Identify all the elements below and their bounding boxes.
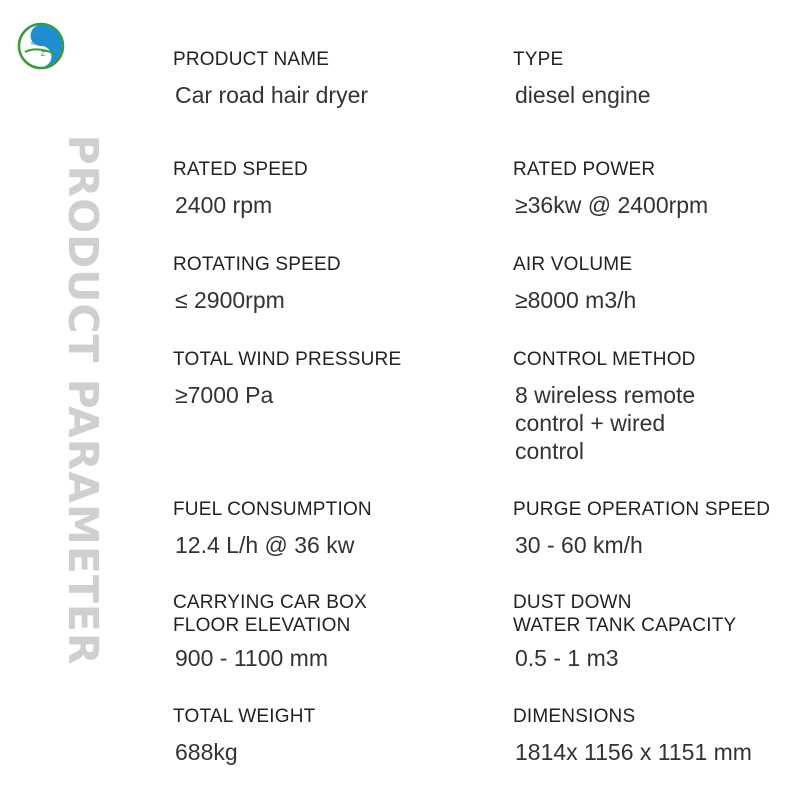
param-label: RATED POWER [513,159,656,180]
param-rated-power [513,158,800,219]
param-value: 12.4 L/h @ 36 kw [175,532,355,558]
param-value: 8 wireless remote control + wired control [515,382,696,464]
side-title: PRODUCT PARAMETER [59,134,107,666]
param-fuel-consumption [173,498,463,559]
param-label: ROTATING SPEED [173,254,341,275]
svg-text:Z: Z [40,50,46,58]
param-label: CONTROL METHOD [513,349,696,370]
param-value: 1814x 1156 x 1151 mm [515,739,752,765]
param-control-method [513,348,800,465]
param-product-name [173,48,463,109]
param-value: ≥7000 Pa [175,382,274,408]
param-label: AIR VOLUME [513,254,633,275]
param-value: ≤ 2900rpm [175,287,285,313]
param-value: diesel engine [515,82,651,108]
logo-text: 鑫智合 [30,38,52,46]
param-label: PRODUCT NAME [173,49,330,70]
param-label: TYPE [513,49,564,70]
logo-emblem-icon [17,22,65,70]
param-value: 2400 rpm [175,192,273,218]
param-purge-operation-speed [513,498,800,559]
param-type [513,48,800,109]
param-label: PURGE OPERATION SPEED [513,499,771,520]
param-label: TOTAL WEIGHT [173,706,316,727]
param-floor-elevation [173,591,463,672]
param-label: FUEL CONSUMPTION [173,499,372,520]
param-value: 900 - 1100 mm [175,645,328,671]
param-total-wind-pressure [173,348,463,409]
param-value: ≥8000 m3/h [515,287,637,313]
param-value: Car road hair dryer [175,82,369,108]
param-value: ≥36kw @ 2400rpm [515,192,709,218]
param-air-volume [513,253,800,314]
param-value: 30 - 60 km/h [515,532,643,558]
param-total-weight [173,705,463,766]
param-value: 688kg [175,739,238,765]
param-label: DIMENSIONS [513,706,636,727]
param-rated-speed [173,158,463,219]
param-rotating-speed [173,253,463,314]
param-label: CARRYING CAR BOX FLOOR ELEVATION [173,592,367,636]
param-label: DUST DOWN WATER TANK CAPACITY [513,592,737,636]
brand-logo [17,22,65,70]
param-label: TOTAL WIND PRESSURE [173,349,402,370]
param-water-tank-capacity [513,591,800,672]
param-value: 0.5 - 1 m3 [515,645,619,671]
param-label: RATED SPEED [173,159,308,180]
param-dimensions [513,705,800,766]
